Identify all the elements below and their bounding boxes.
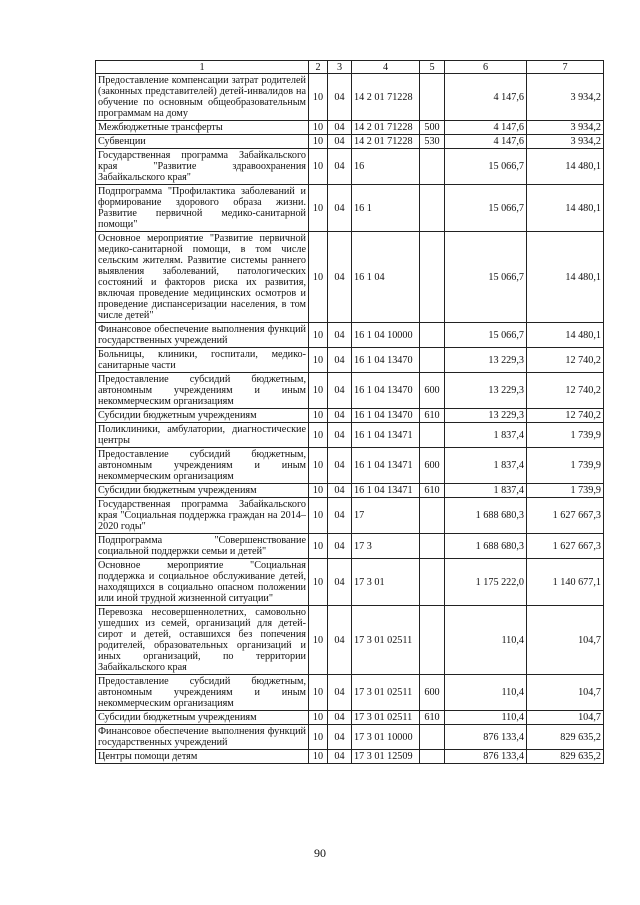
amount-planned-cell: 876 133,4 bbox=[445, 725, 527, 750]
row-name-cell: Предоставление субсидий бюджетным, автономным учреждениям и иным некоммерческим организациям bbox=[96, 675, 309, 711]
amount-executed-cell: 1 627 667,3 bbox=[527, 498, 604, 534]
table-row bbox=[96, 149, 604, 185]
row-name-cell: Субсидии бюджетным учреждениям bbox=[96, 711, 309, 725]
amount-executed-cell: 104,7 bbox=[527, 606, 604, 675]
amount-planned-cell: 13 229,3 bbox=[445, 373, 527, 409]
subsection-code-cell: 04 bbox=[328, 448, 352, 484]
row-name-cell: Государственная программа Забайкальского края "Развитие здравоохранения Забайкальского края" bbox=[96, 149, 309, 185]
subsection-code-cell: 04 bbox=[328, 135, 352, 149]
amount-executed-cell: 14 480,1 bbox=[527, 149, 604, 185]
subsection-code-cell: 04 bbox=[328, 348, 352, 373]
column-header: 2 bbox=[309, 61, 328, 74]
subsection-code-cell: 04 bbox=[328, 185, 352, 232]
subsection-code-cell: 04 bbox=[328, 232, 352, 323]
target-article-cell: 14 2 01 71228 bbox=[352, 74, 420, 121]
amount-executed-cell: 3 934,2 bbox=[527, 121, 604, 135]
table-row bbox=[96, 74, 604, 121]
row-name-cell: Поликлиники, амбулатории, диагностические центры bbox=[96, 423, 309, 448]
amount-planned-cell: 1 837,4 bbox=[445, 484, 527, 498]
target-article-cell: 17 bbox=[352, 498, 420, 534]
subsection-code-cell: 04 bbox=[328, 725, 352, 750]
subsection-code-cell: 04 bbox=[328, 323, 352, 348]
expense-type-cell bbox=[420, 534, 445, 559]
target-article-cell: 17 3 01 02511 bbox=[352, 711, 420, 725]
amount-executed-cell: 12 740,2 bbox=[527, 348, 604, 373]
amount-planned-cell: 1 175 222,0 bbox=[445, 559, 527, 606]
amount-planned-cell: 15 066,7 bbox=[445, 149, 527, 185]
expense-type-cell bbox=[420, 323, 445, 348]
target-article-cell: 16 1 04 13471 bbox=[352, 484, 420, 498]
amount-planned-cell: 110,4 bbox=[445, 675, 527, 711]
row-name-cell: Перевозка несовершеннолетних, самовольно ушедших из семей, организаций для детей-сирот и детей, оставшихся без попечения родителей, образовательных организаций и иных организаций, по территории Забайкальского края bbox=[96, 606, 309, 675]
section-code-cell: 10 bbox=[309, 725, 328, 750]
amount-planned-cell: 876 133,4 bbox=[445, 750, 527, 764]
amount-executed-cell: 1 140 677,1 bbox=[527, 559, 604, 606]
expense-type-cell: 610 bbox=[420, 484, 445, 498]
table-row bbox=[96, 185, 604, 232]
row-name-cell: Подпрограмма "Профилактика заболеваний и формирование здорового образа жизни. Развитие первичной медико-санитарной помощи" bbox=[96, 185, 309, 232]
target-article-cell: 17 3 bbox=[352, 534, 420, 559]
subsection-code-cell: 04 bbox=[328, 498, 352, 534]
expense-type-cell bbox=[420, 348, 445, 373]
amount-planned-cell: 15 066,7 bbox=[445, 323, 527, 348]
page-number: 90 bbox=[314, 846, 326, 860]
row-name-cell: Предоставление субсидий бюджетным, автономным учреждениям и иным некоммерческим организациям bbox=[96, 448, 309, 484]
row-name-cell: Центры помощи детям bbox=[96, 750, 309, 764]
amount-executed-cell: 3 934,2 bbox=[527, 74, 604, 121]
expense-type-cell: 600 bbox=[420, 448, 445, 484]
section-code-cell: 10 bbox=[309, 484, 328, 498]
expense-type-cell bbox=[420, 750, 445, 764]
table-body bbox=[96, 74, 604, 764]
section-code-cell: 10 bbox=[309, 498, 328, 534]
expense-type-cell bbox=[420, 725, 445, 750]
row-name-cell: Субсидии бюджетным учреждениям bbox=[96, 484, 309, 498]
column-header: 1 bbox=[96, 61, 309, 74]
target-article-cell: 17 3 01 02511 bbox=[352, 606, 420, 675]
amount-planned-cell: 1 837,4 bbox=[445, 423, 527, 448]
table-row bbox=[96, 121, 604, 135]
section-code-cell: 10 bbox=[309, 423, 328, 448]
expense-type-cell bbox=[420, 232, 445, 323]
section-code-cell: 10 bbox=[309, 750, 328, 764]
amount-planned-cell: 4 147,6 bbox=[445, 135, 527, 149]
amount-planned-cell: 15 066,7 bbox=[445, 185, 527, 232]
subsection-code-cell: 04 bbox=[328, 559, 352, 606]
section-code-cell: 10 bbox=[309, 74, 328, 121]
expense-type-cell bbox=[420, 423, 445, 448]
row-name-cell: Больницы, клиники, госпитали, медико-санитарные части bbox=[96, 348, 309, 373]
table-row bbox=[96, 606, 604, 675]
expense-type-cell: 600 bbox=[420, 373, 445, 409]
column-header: 5 bbox=[420, 61, 445, 74]
amount-planned-cell: 4 147,6 bbox=[445, 121, 527, 135]
expense-type-cell: 600 bbox=[420, 675, 445, 711]
expense-type-cell bbox=[420, 606, 445, 675]
target-article-cell: 16 1 04 10000 bbox=[352, 323, 420, 348]
amount-executed-cell: 1 739,9 bbox=[527, 423, 604, 448]
amount-planned-cell: 1 688 680,3 bbox=[445, 534, 527, 559]
table-row bbox=[96, 409, 604, 423]
amount-executed-cell: 14 480,1 bbox=[527, 323, 604, 348]
subsection-code-cell: 04 bbox=[328, 484, 352, 498]
amount-executed-cell: 1 739,9 bbox=[527, 448, 604, 484]
expense-type-cell bbox=[420, 149, 445, 185]
section-code-cell: 10 bbox=[309, 185, 328, 232]
section-code-cell: 10 bbox=[309, 711, 328, 725]
amount-executed-cell: 1 739,9 bbox=[527, 484, 604, 498]
budget-table bbox=[95, 60, 604, 764]
amount-planned-cell: 110,4 bbox=[445, 711, 527, 725]
target-article-cell: 17 3 01 10000 bbox=[352, 725, 420, 750]
expense-type-cell: 500 bbox=[420, 121, 445, 135]
section-code-cell: 10 bbox=[309, 121, 328, 135]
target-article-cell: 17 3 01 bbox=[352, 559, 420, 606]
column-header: 3 bbox=[328, 61, 352, 74]
expense-type-cell bbox=[420, 559, 445, 606]
table-row bbox=[96, 559, 604, 606]
row-name-cell: Субвенции bbox=[96, 135, 309, 149]
amount-planned-cell: 4 147,6 bbox=[445, 74, 527, 121]
section-code-cell: 10 bbox=[309, 448, 328, 484]
target-article-cell: 16 1 04 13470 bbox=[352, 373, 420, 409]
amount-planned-cell: 110,4 bbox=[445, 606, 527, 675]
subsection-code-cell: 04 bbox=[328, 423, 352, 448]
amount-planned-cell: 13 229,3 bbox=[445, 409, 527, 423]
subsection-code-cell: 04 bbox=[328, 373, 352, 409]
section-code-cell: 10 bbox=[309, 409, 328, 423]
table-row bbox=[96, 750, 604, 764]
table-row bbox=[96, 323, 604, 348]
expense-type-cell: 610 bbox=[420, 711, 445, 725]
row-name-cell: Государственная программа Забайкальского края "Социальная поддержка граждан на 2014–2020 годы" bbox=[96, 498, 309, 534]
section-code-cell: 10 bbox=[309, 534, 328, 559]
section-code-cell: 10 bbox=[309, 373, 328, 409]
table-row bbox=[96, 725, 604, 750]
column-header: 6 bbox=[445, 61, 527, 74]
subsection-code-cell: 04 bbox=[328, 74, 352, 121]
expense-type-cell: 530 bbox=[420, 135, 445, 149]
row-name-cell: Предоставление субсидий бюджетным, автономным учреждениям и иным некоммерческим организациям bbox=[96, 373, 309, 409]
target-article-cell: 16 1 04 13470 bbox=[352, 409, 420, 423]
table-row bbox=[96, 448, 604, 484]
target-article-cell: 14 2 01 71228 bbox=[352, 121, 420, 135]
column-header: 7 bbox=[527, 61, 604, 74]
table-row bbox=[96, 232, 604, 323]
section-code-cell: 10 bbox=[309, 559, 328, 606]
row-name-cell: Межбюджетные трансферты bbox=[96, 121, 309, 135]
amount-executed-cell: 829 635,2 bbox=[527, 725, 604, 750]
section-code-cell: 10 bbox=[309, 675, 328, 711]
amount-executed-cell: 104,7 bbox=[527, 675, 604, 711]
amount-planned-cell: 13 229,3 bbox=[445, 348, 527, 373]
amount-planned-cell: 15 066,7 bbox=[445, 232, 527, 323]
row-name-cell: Предоставление компенсации затрат родителей (законных представителей) детей-инвалидов на обучение по основным общеобразовательным программам на дому bbox=[96, 74, 309, 121]
section-code-cell: 10 bbox=[309, 606, 328, 675]
subsection-code-cell: 04 bbox=[328, 534, 352, 559]
subsection-code-cell: 04 bbox=[328, 750, 352, 764]
subsection-code-cell: 04 bbox=[328, 711, 352, 725]
table-row bbox=[96, 534, 604, 559]
amount-executed-cell: 12 740,2 bbox=[527, 373, 604, 409]
amount-executed-cell: 3 934,2 bbox=[527, 135, 604, 149]
row-name-cell: Субсидии бюджетным учреждениям bbox=[96, 409, 309, 423]
subsection-code-cell: 04 bbox=[328, 409, 352, 423]
target-article-cell: 17 3 01 02511 bbox=[352, 675, 420, 711]
target-article-cell: 16 1 04 bbox=[352, 232, 420, 323]
row-name-cell: Финансовое обеспечение выполнения функций государственных учреждений bbox=[96, 323, 309, 348]
subsection-code-cell: 04 bbox=[328, 675, 352, 711]
header-row bbox=[96, 61, 604, 74]
table-row bbox=[96, 498, 604, 534]
amount-executed-cell: 1 627 667,3 bbox=[527, 534, 604, 559]
section-code-cell: 10 bbox=[309, 323, 328, 348]
section-code-cell: 10 bbox=[309, 348, 328, 373]
section-code-cell: 10 bbox=[309, 135, 328, 149]
subsection-code-cell: 04 bbox=[328, 121, 352, 135]
section-code-cell: 10 bbox=[309, 232, 328, 323]
amount-planned-cell: 1 837,4 bbox=[445, 448, 527, 484]
target-article-cell: 16 1 04 13471 bbox=[352, 448, 420, 484]
amount-executed-cell: 14 480,1 bbox=[527, 185, 604, 232]
target-article-cell: 14 2 01 71228 bbox=[352, 135, 420, 149]
row-name-cell: Основное мероприятие "Развитие первичной медико-санитарной помощи, в том числе сельским жителям. Развитие системы раннего выявления заболеваний, патологических состояний и факторов риска их развития, включая проведение медицинских осмотров и проведение диспансеризации населения, в том числе детей" bbox=[96, 232, 309, 323]
table-row bbox=[96, 484, 604, 498]
target-article-cell: 17 3 01 12509 bbox=[352, 750, 420, 764]
table-row bbox=[96, 423, 604, 448]
amount-executed-cell: 12 740,2 bbox=[527, 409, 604, 423]
amount-executed-cell: 829 635,2 bbox=[527, 750, 604, 764]
target-article-cell: 16 1 04 13471 bbox=[352, 423, 420, 448]
table-row bbox=[96, 675, 604, 711]
row-name-cell: Основное мероприятие "Социальная поддержка и социальное обслуживание детей, находящихся в социально опасном положении или иной трудной жизненной ситуации" bbox=[96, 559, 309, 606]
table-row bbox=[96, 711, 604, 725]
target-article-cell: 16 1 bbox=[352, 185, 420, 232]
amount-executed-cell: 104,7 bbox=[527, 711, 604, 725]
row-name-cell: Финансовое обеспечение выполнения функций государственных учреждений bbox=[96, 725, 309, 750]
expense-type-cell bbox=[420, 185, 445, 232]
table-row bbox=[96, 373, 604, 409]
subsection-code-cell: 04 bbox=[328, 149, 352, 185]
table-row bbox=[96, 348, 604, 373]
target-article-cell: 16 1 04 13470 bbox=[352, 348, 420, 373]
section-code-cell: 10 bbox=[309, 149, 328, 185]
expense-type-cell: 610 bbox=[420, 409, 445, 423]
expense-type-cell bbox=[420, 498, 445, 534]
row-name-cell: Подпрограмма "Совершенствование социальной поддержки семьи и детей" bbox=[96, 534, 309, 559]
target-article-cell: 16 bbox=[352, 149, 420, 185]
amount-executed-cell: 14 480,1 bbox=[527, 232, 604, 323]
amount-planned-cell: 1 688 680,3 bbox=[445, 498, 527, 534]
column-header: 4 bbox=[352, 61, 420, 74]
subsection-code-cell: 04 bbox=[328, 606, 352, 675]
table-row bbox=[96, 135, 604, 149]
expense-type-cell bbox=[420, 74, 445, 121]
